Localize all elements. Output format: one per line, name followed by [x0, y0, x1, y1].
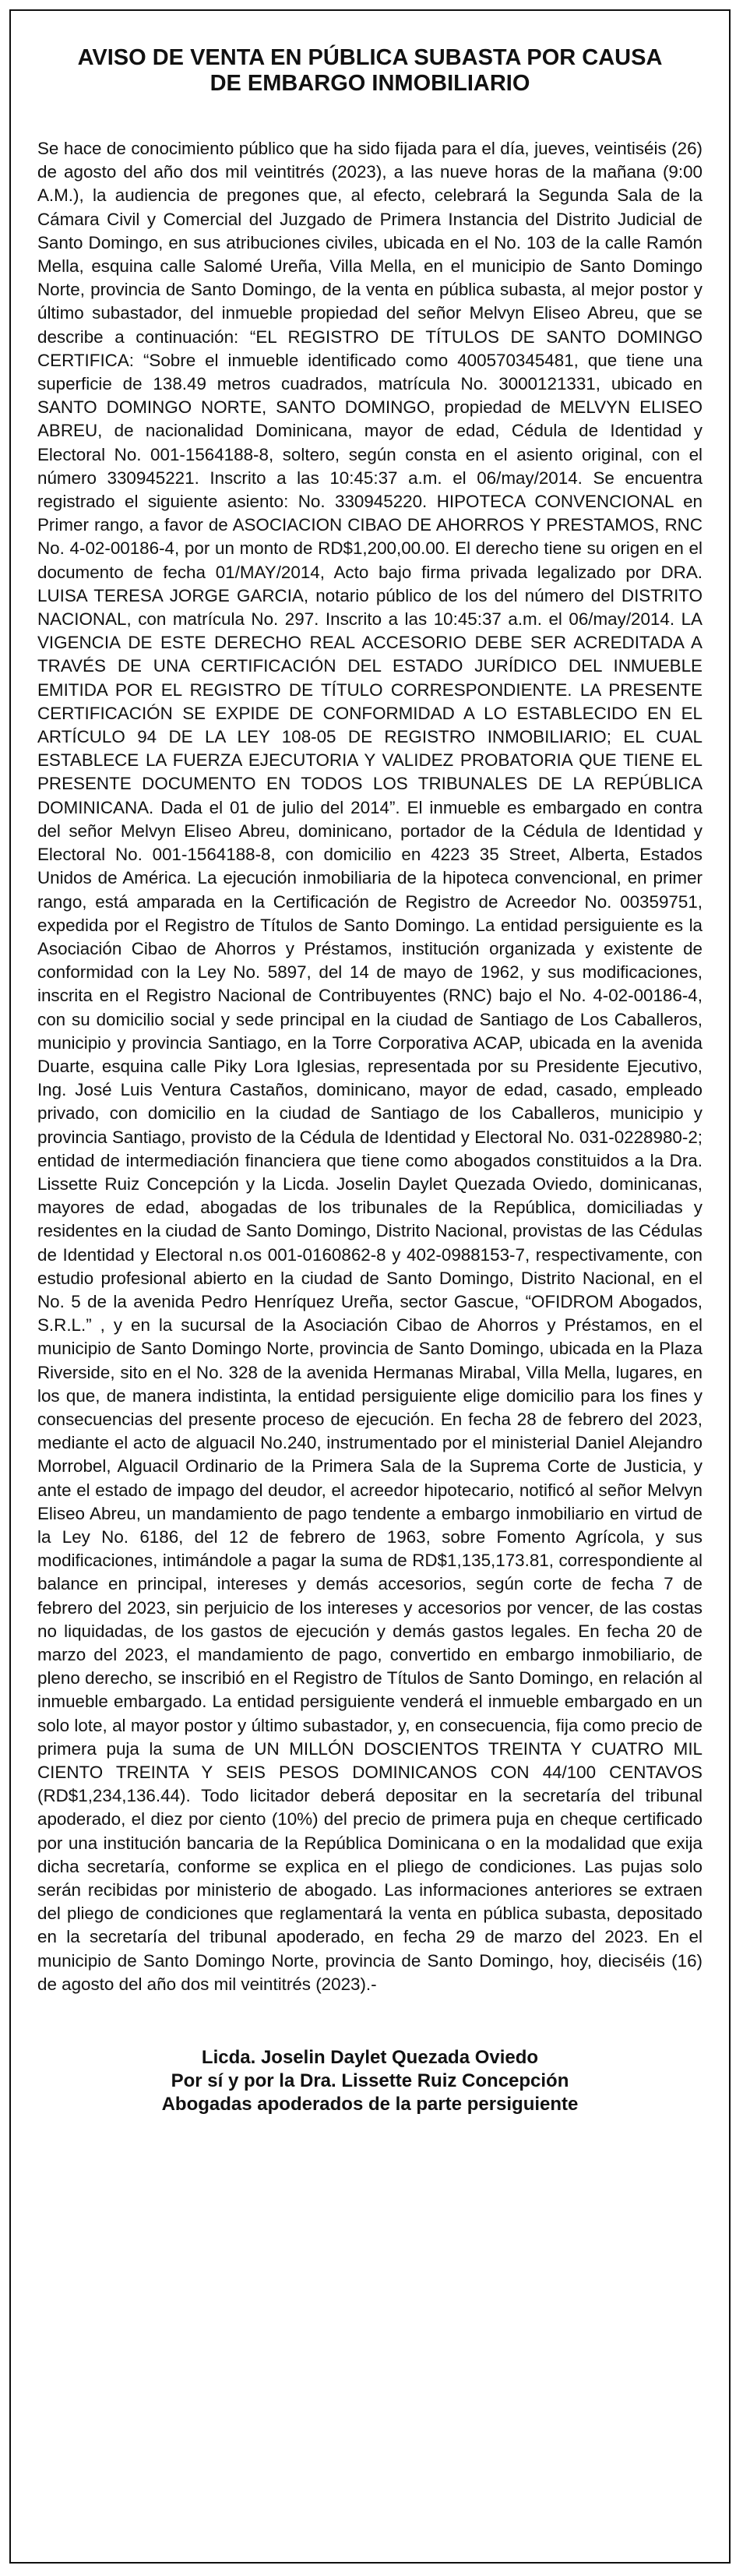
signature-role: Abogadas apoderados de la parte persiguiente: [161, 2094, 579, 2115]
notice-body: Se hace de conocimiento público que ha sido fijada para el día, jueves, veintiséis (26) de agosto del año dos mil veintitrés (2023), a las nueve horas de la mañana (9:00 A.M.), la audiencia de pregones que, al efecto, celebrará la Segunda Sala de la Cámara Civil y Comercial del Juzgado de Primera Instancia del Distrito Judicial de Santo Domingo, en sus atribuciones civiles, ubicada en el No. 103 de la calle Ramón Mella, esquina calle Salomé Ureña, Villa Mella, en el municipio de Santo Domingo Norte, provincia de Santo Domingo, de la venta en pública subasta, al mejor postor y último subastador, del inmueble propiedad del señor Melvyn Eliseo Abreu, que se describe a continuación: “EL REGISTRO DE TÍTULOS DE SANTO DOMINGO CERTIFICA: “Sobre el inmueble identificado como 400570345481, que tiene una superficie de 138.49 metros cuadrados, matrícula No. 3000121331, ubicado en SANTO DOMINGO NORTE, SANTO DOMINGO, propiedad de MELVYN ELISEO ABREU, de nacionalidad Dominicana, mayor de edad, Cédula de Identidad y Electoral No. 001-1564188-8, soltero, según consta en el asiento original, con el número 330945221. Inscrito a las 10:45:37 a.m. el 06/may/2014. Se encuentra registrado el siguiente asiento: No. 330945220. HIPOTECA CONVENCIONAL en Primer rango, a favor de ASOCIACION CIBAO DE AHORROS Y PRESTAMOS, RNC No. 4-02-00186-4, por un monto de RD$1,200,00.00. El derecho tiene su origen en el documento de fecha 01/MAY/2014, Acto bajo firma privada legalizado por DRA. LUISA TERESA JORGE GARCIA, notario público de los del número del DISTRITO NACIONAL, con matrícula No. 297. Inscrito a las 10:45:37 a.m. el 06/may/2014. LA VIGENCIA DE ESTE DERECHO REAL ACCESORIO DEBE SER ACREDITADA A TRAVÉS DE UNA CERTIFICACIÓN DEL ESTADO JURÍDICO DEL INMUEBLE EMITIDA POR EL REGISTRO DE TÍTULO CORRESPONDIENTE. LA PRESENTE CERTIFICACIÓN SE EXPIDE DE CONFORMIDAD A LO ESTABLECIDO EN EL ARTÍCULO 94 DE LA LEY 108-05 DE REGISTRO INMOBILIARIO; EL CUAL ESTABLECE LA FUERZA EJECUTORIA Y VALIDEZ PROBATORIA QUE TIENE EL PRESENTE DOCUMENTO EN TODOS LOS TRIBUNALES DE LA REPÚBLICA DOMINICANA. Dada el 01 de julio del 2014”. El inmueble es embargado en contra del señor Melvyn Eliseo Abreu, dominicano, portador de la Cédula de Identidad y Electoral No. 001-1564188-8, con domicilio en 4223 35 Street, Alberta, Estados Unidos de América. La ejecución inmobiliaria de la hipoteca convencional, en primer rango, está amparada en la Certificación de Registro de Acreedor No. 00359751, expedida por el Registro de Títulos de Santo Domingo. La entidad persiguiente es la Asociación Cibao de Ahorros y Préstamos, institución organizada y existente de conformidad con la Ley No. 5897, del 14 de mayo de 1962, y sus modificaciones, inscrita en el Registro Nacional de Contribuyentes (RNC) bajo el No. 4-02-00186-4, con su domicilio social y sede principal en la ciudad de Santiago de Los Caballeros, municipio y provincia Santiago, en la Torre Corporativa ACAP, ubicada en la avenida Duarte, esquina calle Piky Lora Iglesias, representada por su Presidente Ejecutivo, Ing. José Luis Ventura Castaños, dominicano, mayor de edad, casado, empleado privado, con domicilio en la ciudad de Santiago de los Caballeros, municipio y provincia Santiago, provisto de la Cédula de Identidad y Electoral No. 031-0228980-2; entidad de intermediación financiera que tiene como abogados constituidos a la Dra. Lissette Ruiz Concepción y la Licda. Joselin Daylet Quezada Oviedo, dominicanas, mayores de edad, abogadas de los tribunales de la República, domiciliadas y residentes en la ciudad de Santo Domingo, Distrito Nacional, provistas de las Cédulas de Identidad y Electoral n.os 001-0160862-8 y 402-0988153-7, respectivamente, con estudio profesional abierto en la ciudad de Santo Domingo, Distrito Nacional, en el No. 5 de la avenida Pedro Henríquez Ureña, sector Gascue, “OFIDROM Abogados, S.R.L.” , y en la sucursal de la Asociación Cibao de Ahorros y Préstamos, en el municipio de Santo Domingo Norte, provincia de Santo Domingo, ubicada en la Plaza Riverside, sito en el No. 328 de la avenida Hermanas Mirabal, Villa Mella, lugares, en los que, de manera indistinta, la entidad persiguiente elige domicilio para los fines y consecuencias del presente proceso de ejecución. En fecha 28 de febrero del 2023, mediante el acto de alguacil No.240, instrumentado por el ministerial Daniel Alejandro Morrobel, Alguacil Ordinario de la Primera Sala de la Suprema Corte de Justicia, y ante el estado de impago del deudor, el acreedor hipotecario, notificó al señor Melvyn Eliseo Abreu, un mandamiento de pago tendente a embargo inmobiliario en virtud de la Ley No. 6186, del 12 de febrero de 1963, sobre Fomento Agrícola, y sus modificaciones, intimándole a pagar la suma de RD$1,135,173.81, correspondiente al balance en principal, intereses y demás accesorios, según corte de fecha 7 de febrero del 2023, sin perjuicio de los intereses y accesorios por vencer, de las costas no liquidadas, de los gastos de ejecución y demás gastos legales. En fecha 20 de marzo del 2023, el mandamiento de pago, convertido en embargo inmobiliario, de pleno derecho, se inscribió en el Registro de Títulos de Santo Domingo, en relación al inmueble embargado. La entidad persiguiente venderá el inmueble embargado en un solo lote, al mayor postor y último subastador, y, en consecuencia, fija como precio de primera puja la suma de UN MILLÓN DOSCIENTOS TREINTA Y CUATRO MIL CIENTO TREINTA Y SEIS PESOS DOMINICANOS CON 44/100 CENTAVOS (RD$1,234,136.44). Todo licitador deberá depositar en la secretaría del tribunal apoderado, el diez por ciento (10%) del precio de primera puja en cheque certificado por una institución bancaria de la República Dominicana o en la modalidad que exija dicha secretaría, conforme se explica en el pliego de condiciones. Las pujas solo serán recibidas por ministerio de abogado. Las informaciones anteriores se extraen del pliego de condiciones que reglamentará la venta en pública subasta, depositado en la secretaría del tribunal apoderado, en fecha 29 de marzo del 2023. En el municipio de Santo Domingo Norte, provincia de Santo Domingo, hoy, dieciséis (16) de agosto del año dos mil veintitrés (2023).-: [37, 139, 703, 1994]
legal-notice: [9, 9, 731, 2564]
signature-on-behalf: Por sí y por la Dra. Lissette Ruiz Concepción: [171, 2070, 569, 2092]
signature-name: Licda. Joselin Daylet Quezada Oviedo: [201, 2047, 539, 2069]
signature-block: [37, 2046, 703, 2116]
notice-title: AVISO DE VENTA EN PÚBLICA SUBASTA POR CAUSA DE EMBARGO INMOBILIARIO: [77, 45, 663, 96]
